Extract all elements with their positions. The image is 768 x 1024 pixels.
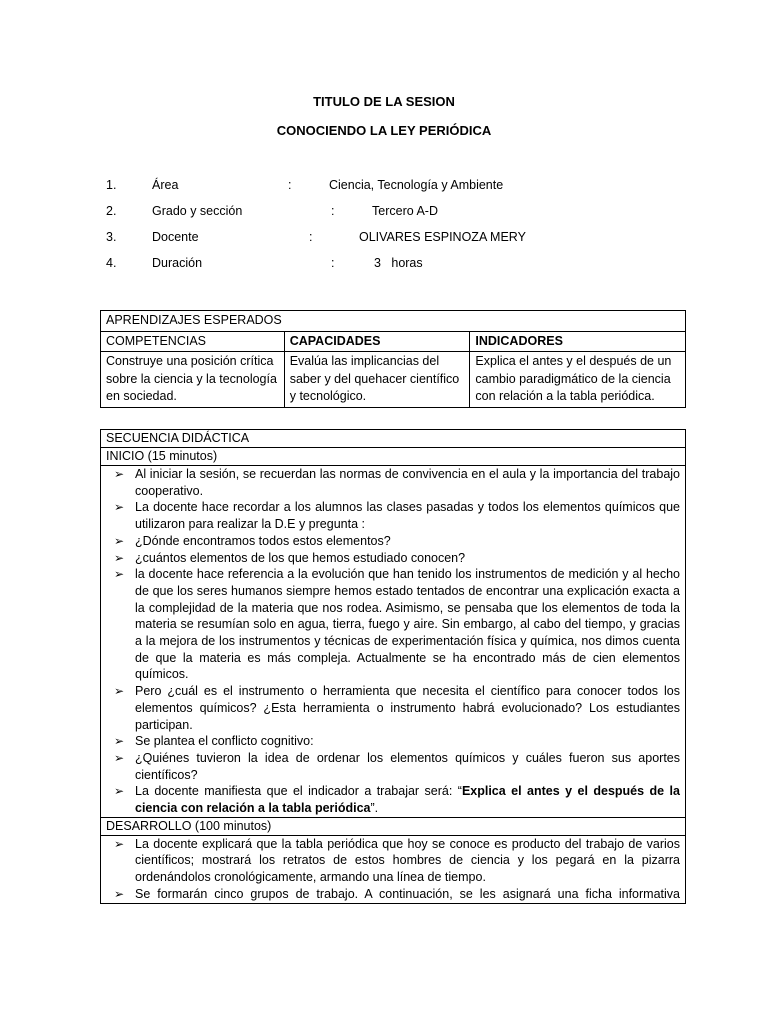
info-row-duration: [0, 256, 768, 274]
info-value: 3 horas: [374, 256, 423, 270]
indicator-bold-text: Explica el antes y el después de la ciencia con relación a la tabla periódica: [135, 784, 680, 816]
arrow-bullet-icon: ➢: [114, 550, 125, 565]
sequence-title: SECUENCIA DIDÁCTICA: [101, 430, 686, 448]
info-separator: :: [331, 204, 335, 218]
info-number: 4.: [106, 256, 117, 270]
learning-outcomes-table: [100, 310, 686, 408]
list-item-indicator: [114, 783, 680, 816]
arrow-bullet-icon: ➢: [114, 467, 125, 481]
arrow-bullet-icon: ➢: [114, 836, 125, 851]
inicio-content: [101, 466, 686, 818]
info-separator: :: [331, 256, 335, 270]
list-item: ➢ Pero ¿cuál es el instrumento o herramienta que necesita el científico para conocer todos los elementos químicos? ¿Esta herramienta o instrumento habrá evolucionado? Los estudiantes participan.: [114, 684, 680, 732]
desarrollo-content: [101, 835, 686, 903]
list-item: ➢ La docente hace recordar a los alumnos las clases pasadas y todos los elementos químicos que utilizaron para realizar la D.E y pregunta :: [114, 500, 680, 532]
list-item: ➢ ¿cuántos elementos de los que hemos estudiado conocen?: [114, 550, 466, 565]
info-number: 3.: [106, 230, 117, 244]
info-separator: :: [309, 230, 313, 244]
arrow-bullet-icon: ➢: [114, 500, 125, 515]
indicator-closing-text: ”.: [370, 801, 379, 816]
learning-outcomes-title: APRENDIZAJES ESPERADOS: [101, 311, 686, 332]
column-header-capacidades: CAPACIDADES: [284, 331, 470, 352]
indicator-intro-text: La docente manifiesta que el indicador a trabajar será: “: [135, 784, 462, 799]
info-value: Tercero A-D: [372, 204, 438, 218]
arrow-bullet-icon: ➢: [114, 567, 125, 582]
arrow-bullet-icon: ➢: [114, 684, 125, 699]
indicador-cell: Explica el antes y el después de un cambio paradigmático de la ciencia con relación a la tabla periódica.: [470, 352, 686, 408]
competencia-cell: Construye una posición crítica sobre la ciencia y la tecnología en sociedad.: [101, 352, 285, 408]
list-item: ➢ la docente hace referencia a la evolución que han tenido los instrumentos de medición y al hecho de que los seres humanos siempre hemos estado tentados de encontrar una explicación exacta a la complejidad de la materia que nos rodea. Asimismo, se pensaba que los elementos de toda la materia se resumían solo en agua, tierra, fuego y aire. Sin embargo, al cabo del tiempo, y gracias a la mejora de los instrumentos y técnicas de experimentación física y química, nos dimos cuenta de que la materia es más compleja. Actualmente se ha encontrado más de cien elementos químicos.: [114, 567, 680, 682]
list-item: ➢ ¿Dónde encontramos todos estos elementos?: [114, 533, 391, 548]
info-row-teacher: [0, 230, 768, 248]
info-value: OLIVARES ESPINOZA MERY: [359, 230, 526, 244]
info-label: Duración: [152, 256, 203, 270]
didactic-sequence-table: [100, 429, 686, 904]
info-label: Grado y sección: [152, 204, 243, 218]
session-topic-heading: CONOCIENDO LA LEY PERIÓDICA: [276, 123, 492, 138]
list-item: ➢ La docente explicará que la tabla periódica que hoy se conoce es producto del trabajo de varios científicos; mostrará los retratos de estos hombres de ciencia y los pegará en la pizarra ordenándolos cronológicamente, armando una línea de tiempo.: [114, 836, 680, 885]
desarrollo-label: DESARROLLO (100 minutos): [101, 817, 686, 835]
arrow-bullet-icon: ➢: [114, 533, 125, 548]
list-item: ➢ Se formarán cinco grupos de trabajo. A continuación, se les asignará una ficha informativa: [114, 886, 680, 901]
arrow-bullet-icon: ➢: [114, 886, 125, 901]
info-separator: :: [288, 178, 292, 192]
arrow-bullet-icon: ➢: [114, 784, 125, 799]
info-number: 2.: [106, 204, 117, 218]
list-item: ➢ Al iniciar la sesión, se recuerdan las normas de convivencia en el aula y la importancia del trabajo cooperativo.: [114, 467, 680, 498]
info-row-grade: [0, 204, 768, 222]
session-title-heading: TITULO DE LA SESION: [313, 94, 455, 109]
list-item: ➢ ¿Quiénes tuvieron la idea de ordenar los elementos químicos y cuáles fueron sus aportes científicos?: [114, 750, 680, 782]
info-label: Área: [152, 178, 179, 192]
list-item: ➢ Se plantea el conflicto cognitivo:: [114, 734, 314, 749]
capacidad-cell: Evalúa las implicancias del saber y del quehacer científico y tecnológico.: [284, 352, 470, 408]
info-row-area: [0, 178, 768, 196]
info-number: 1.: [106, 178, 117, 192]
column-header-indicadores: INDICADORES: [470, 331, 686, 352]
info-value: Ciencia, Tecnología y Ambiente: [329, 178, 504, 192]
column-header-competencias: COMPETENCIAS: [101, 331, 285, 352]
arrow-bullet-icon: ➢: [114, 734, 125, 749]
info-label: Docente: [152, 230, 199, 244]
inicio-label: INICIO (15 minutos): [101, 448, 686, 466]
arrow-bullet-icon: ➢: [114, 750, 125, 765]
